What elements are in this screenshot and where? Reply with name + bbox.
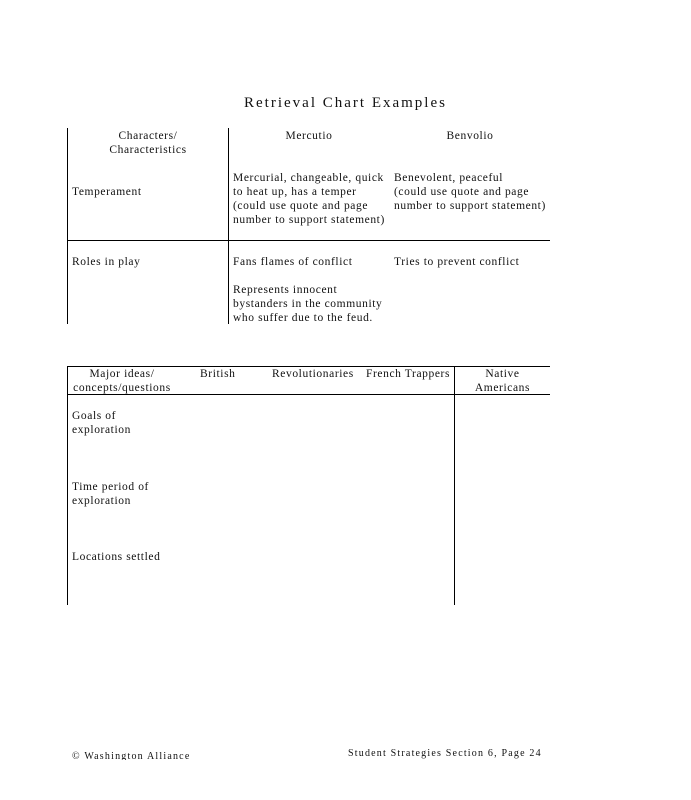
table2-row-label-time-period: Time period of exploration <box>72 481 149 507</box>
table1-header-characteristics: Characters/ Characteristics <box>109 130 187 156</box>
table1-cell-benvolio-roles: Tries to prevent conflict <box>394 256 520 268</box>
footer-copyright: © Washington Alliance <box>72 751 191 760</box>
table1-cell-mercutio-roles: Fans flames of conflict <box>233 256 353 268</box>
table2-left-border <box>67 366 68 605</box>
table1-left-border <box>67 128 68 324</box>
table1-header-benvolio: Benvolio <box>446 130 494 142</box>
table2-row-label-locations: Locations settled <box>72 551 161 563</box>
table2-header-native-americans: Native Americans <box>474 368 531 394</box>
table2-header-french-trappers: French Trappers <box>366 368 451 380</box>
page-title: Retrieval Chart Examples <box>244 95 447 111</box>
table1-cell-mercutio-temperament: Mercurial, changeable, quick to heat up, has a temper (could use quote and page number to support statement) <box>233 172 385 226</box>
footer-page-info: Student Strategies Section 6, Page 24 <box>348 748 542 759</box>
table1-row-divider <box>67 240 550 241</box>
table1-column-divider <box>228 128 229 324</box>
table2-header-major-ideas: Major ideas/ concepts/questions <box>73 368 171 394</box>
table2-header-revolutionaries: Revolutionaries <box>272 368 354 380</box>
table1-row-label-roles: Roles in play <box>72 256 141 268</box>
table1-header-mercutio: Mercutio <box>285 130 333 142</box>
table1-row-label-temperament: Temperament <box>72 186 142 198</box>
table1-cell-benvolio-temperament: Benevolent, peaceful (could use quote and page number to support statement) <box>394 172 546 212</box>
table2-column-divider <box>454 366 455 605</box>
table2-row-label-goals: Goals of exploration <box>72 410 131 436</box>
table2-header-british: British <box>200 368 236 380</box>
table1-cell-mercutio-roles-2: Represents innocent bystanders in the community who suffer due to the feud. <box>233 284 383 324</box>
